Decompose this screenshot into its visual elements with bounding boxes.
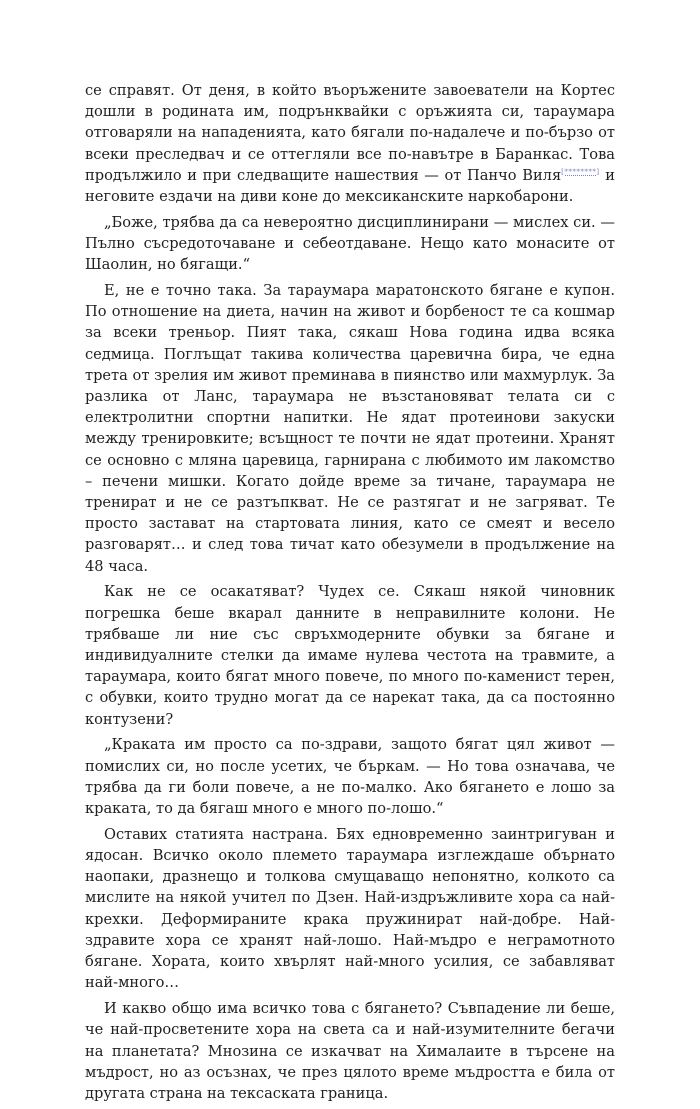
footnote-link[interactable]: [********] [561, 167, 600, 176]
paragraph-1 [85, 80, 615, 207]
page-text [85, 80, 615, 1109]
paragraph-5: „Краката им просто са по-здрави, защото бягат цял живот — помислих си, но после усетих, че бъркам. — Но това означава, че трябва да ги боли повече, а не по-малко. Ако бягането е лошо за краката, то да бягаш много е много по-лошо.“ [85, 736, 615, 818]
paragraph-2: „Боже, трябва да са невероятно дисциплинирани — мислех си. — Пълно съсредоточаване и себеотдаване. Нещо като монасите от Шаолин, но бягащи.“ [85, 213, 615, 274]
paragraph-3: Е, не е точно така. За тараумара маратонското бягане е купон. По отношение на диета, начин на живот и борбеност те са кошмар за всеки треньор. Пият така, сякаш Нова година идва всяка седмица. Поглъщат такива количества царевична бира, че една трета от зрелия им живот преминава в пиянство или махмурлук. За разлика от Ланс, тараумара не възстановяват телата си с електролитни спортни напитки. Не ядат протеинови закуски между тренировките; всъщност те почти не ядат протеини. Хранят се основно с мляна царевица, гарнирана с любимото им лакомство – печени мишки. Когато дойде време за тичане, тараумара не тренират и не се разтъпкват. Не се разтягат и не загряват. Те просто застават на стартовата линия, като се смеят и весело разговарят… и след това тичат като обезумели в продължение на 48 часа. [85, 282, 615, 575]
paragraph-6: Оставих статията настрана. Бях едновременно заинтригуван и ядосан. Всичко около племето тараумара изглеждаше обърнато наопаки, дразнещо и толкова смущаващо непонятно, колкото са мислите на някой учител по Дзен. Най-издръжливите хора са най-крехки. Деформираните крака пружинират най-добре. Най-здравите хора се хранят най-лошо. Най-мъдро е неграмотното бягане. Хората, които хвърлят най-много усилия, се забавляват най-много… [85, 825, 615, 992]
paragraph-1-text-before: се справят. От деня, в който въоръжените завоеватели на Кортес дошли в родината им, подрънквайки с оръжията си, тараумара отговаряли на нападенията, като бягали по-надалече и по-бързо от всеки преследвач и се оттегляли все по-навътре в Баранкас. Това продължило и при следващите нашествия — от Панчо Виля [85, 82, 615, 184]
paragraph-7: И какво общо има всичко това с бягането? Съвпадение ли беше, че най-просветените хора на света са и най-изумителните бегачи на планетата? Мнозина се изкачват на Хималаите в търсене на мъдрост, но аз осъзнах, че през цялото време мъдростта е била от другата страна на тексаската граница. [85, 1000, 615, 1102]
paragraph-1-text-after: и неговите ездачи на диви коне до мексиканските наркобарони. [85, 166, 615, 206]
paragraph-4: Как не се осакатяват? Чудех се. Сякаш някой чиновник погрешка беше вкарал данните в неправилните колони. Не трябваше ли ние със свръхмодерните обувки за бягане и индивидуалните стелки да имаме нулева честота на травмите, а тараумара, които бягат много повече, по много по-каменист терен, с обувки, които трудно могат да се нарекат така, да са постоянно контузени? [85, 583, 615, 728]
